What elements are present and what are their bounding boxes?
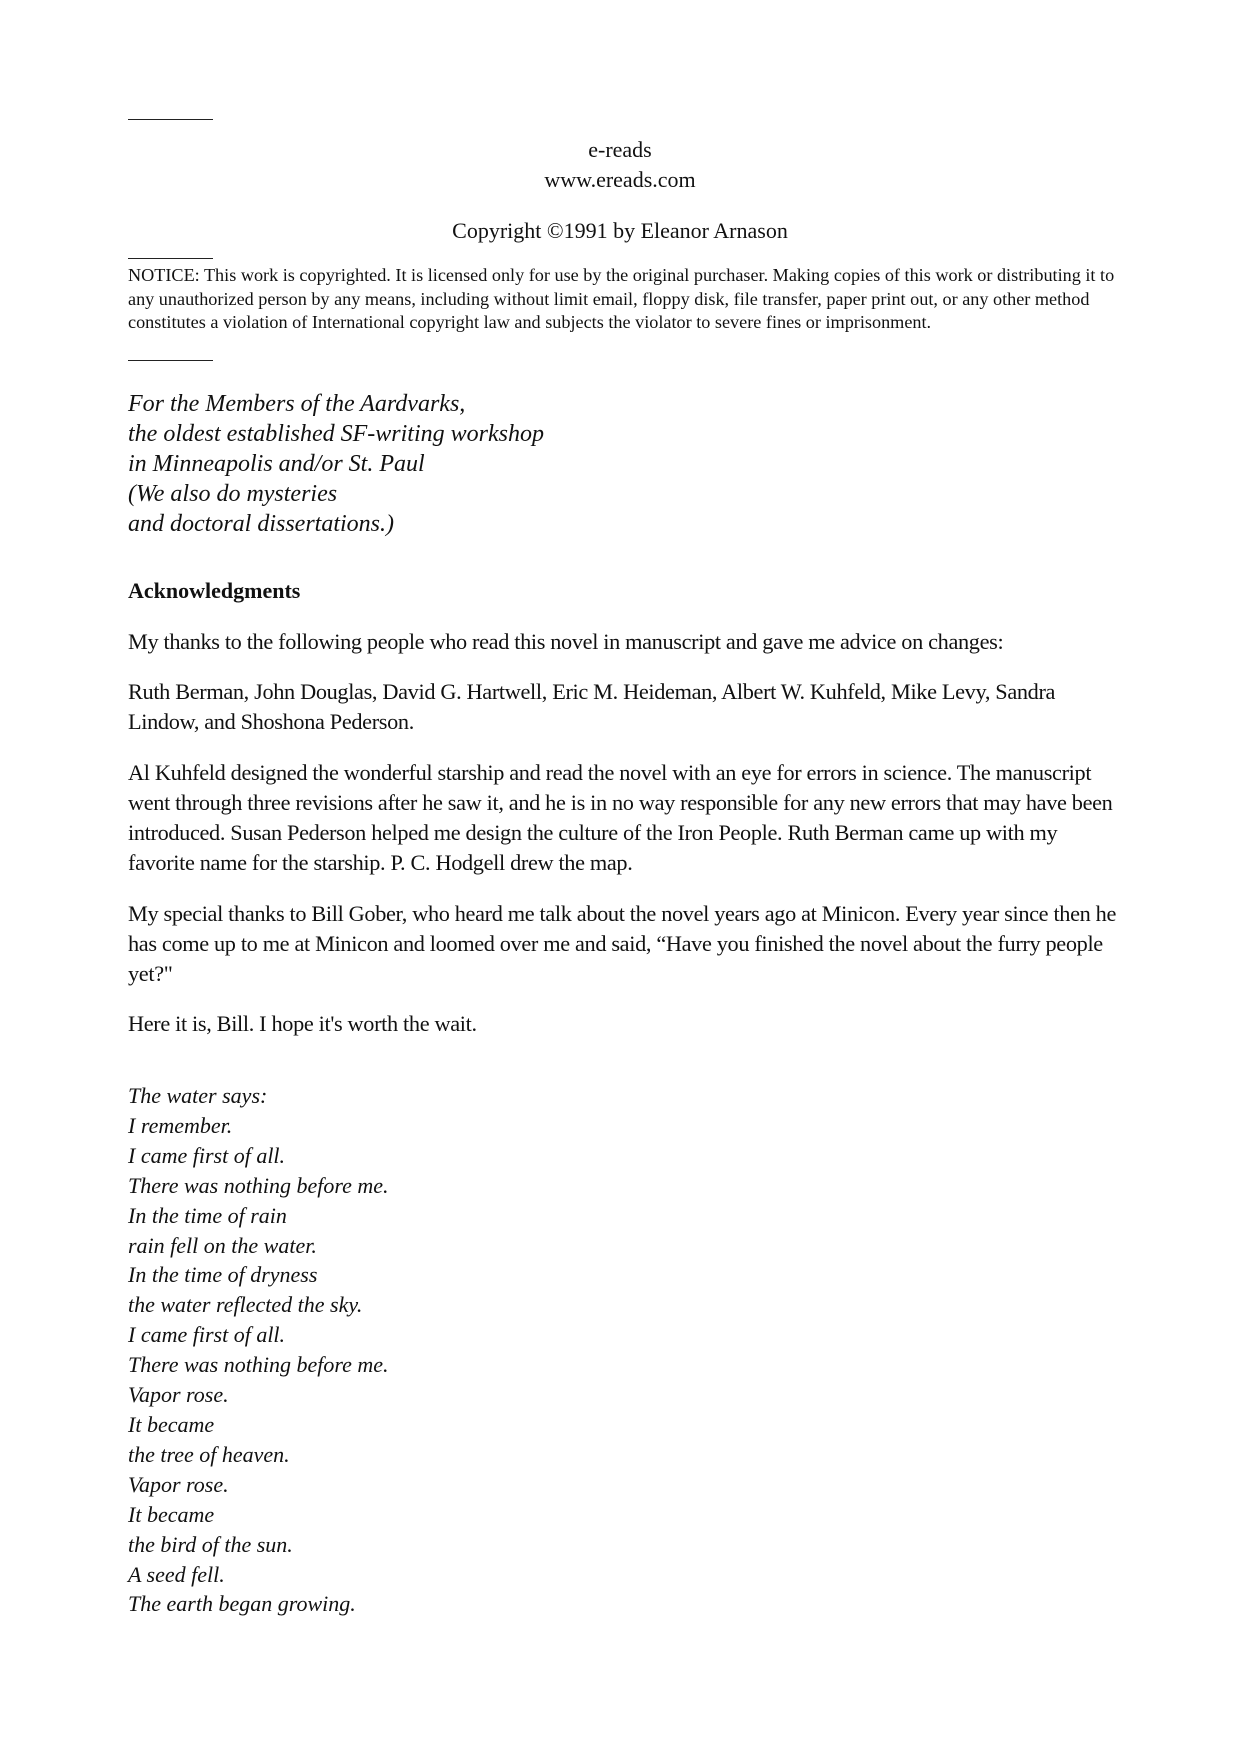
poem-line: rain fell on the water. — [128, 1232, 317, 1258]
poem-line: I came first of all. — [128, 1142, 286, 1168]
poem — [128, 1081, 389, 1619]
poem-line: the tree of heaven. — [128, 1441, 290, 1467]
poem-line: The water says: — [128, 1083, 268, 1108]
dedication-line: For the Members of the Aardvarks, — [128, 391, 466, 417]
copyright-notice: NOTICE: This work is copyrighted. It is licensed only for use by the original purchaser. Making copies of this work or distributing it to any unauthorized person by any means, including without limit email, floppy disk, file transfer, paper print out, or any other method constitutes a violation of International copyright law and subjects the violator to severe fines or imprisonment. — [128, 265, 1115, 332]
dedication-line: (We also do mysteries — [128, 481, 338, 507]
poem-line: There was nothing before me. — [128, 1352, 389, 1378]
publisher-website: www.ereads.com — [544, 167, 696, 192]
dedication-line: the oldest established SF-writing workshop — [128, 421, 544, 447]
acknowledgments-paragraph: My special thanks to Bill Gober, who heard me talk about the novel years ago at Minicon. Every year since then he has come up to me at Minicon and loomed over me and said, “Have you finished the novel about the furry people yet?" — [128, 901, 1117, 986]
poem-line: the water reflected the sky. — [128, 1292, 363, 1318]
poem-line: the bird of the sun. — [128, 1531, 293, 1557]
dedication-line: and doctoral dissertations.) — [128, 511, 395, 537]
poem-line: A seed fell. — [128, 1561, 225, 1587]
poem-line: It became — [128, 1501, 215, 1527]
poem-line: It became — [128, 1411, 215, 1437]
notice-top-rule — [128, 258, 213, 259]
poem-line: Vapor rose. — [128, 1471, 229, 1497]
acknowledgments-paragraph: My thanks to the following people who read this novel in manuscript and gave me advice on changes: — [128, 629, 1004, 654]
acknowledgments-paragraph: Al Kuhfeld designed the wonderful starship and read the novel with an eye for errors in science. The manuscript went through three revisions after he saw it, and he is in no way responsible for any new errors that may have been introduced. Susan Pederson helped me design the culture of the Iron People. Ruth Berman came up with my favorite name for the starship. P. C. Hodgell drew the map. — [128, 760, 1113, 875]
acknowledgments-paragraph: Ruth Berman, John Douglas, David G. Hartwell, Eric M. Heideman, Albert W. Kuhfeld, Mike Levy, Sandra Lindow, and Shoshona Pederson. — [128, 679, 1056, 734]
acknowledgments-heading: Acknowledgments — [128, 578, 301, 603]
poem-line: The earth began growing. — [128, 1591, 356, 1617]
notice-bottom-rule — [128, 360, 213, 361]
top-rule — [128, 119, 213, 120]
poem-line: In the time of dryness — [128, 1262, 318, 1288]
publisher-name: e-reads — [588, 137, 652, 162]
dedication — [128, 389, 544, 539]
poem-line: There was nothing before me. — [128, 1172, 389, 1198]
poem-line: I remember. — [128, 1112, 233, 1138]
poem-line: Vapor rose. — [128, 1382, 229, 1408]
poem-line: In the time of rain — [128, 1202, 287, 1228]
acknowledgments-paragraph: Here it is, Bill. I hope it's worth the wait. — [128, 1011, 477, 1036]
copyright-line: Copyright ©1991 by Eleanor Arnason — [452, 218, 788, 243]
dedication-line: in Minneapolis and/or St. Paul — [128, 451, 425, 477]
poem-line: I came first of all. — [128, 1322, 286, 1348]
